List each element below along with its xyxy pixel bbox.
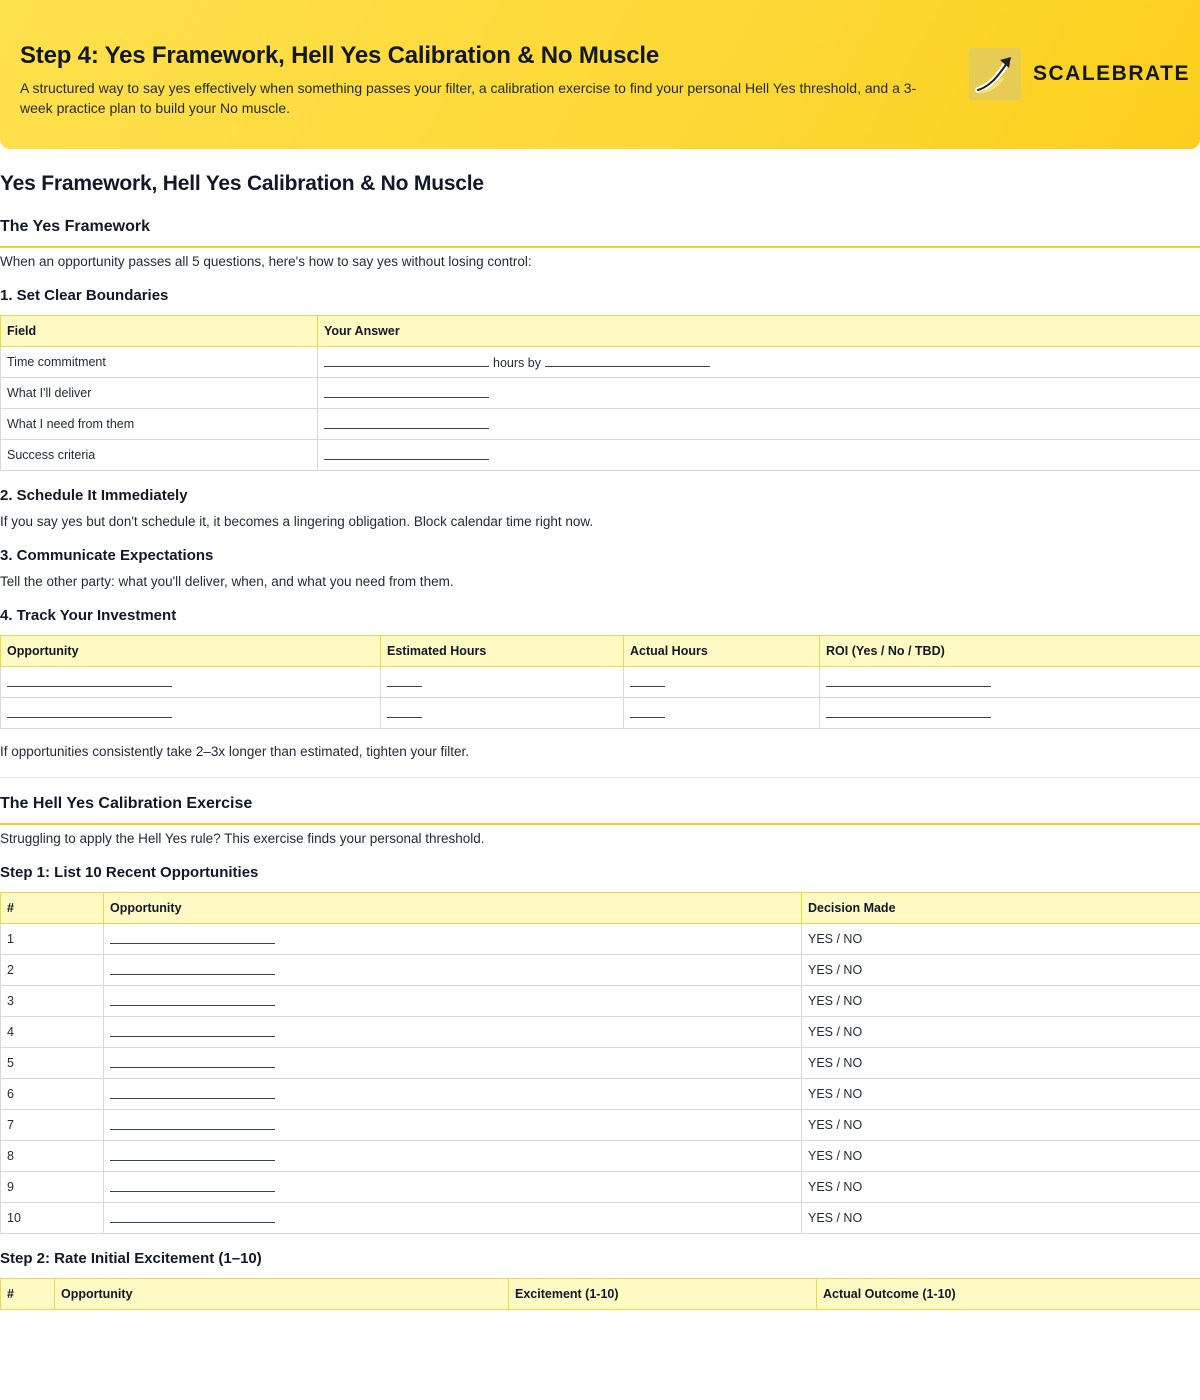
decision-cell[interactable]: YES / NO	[802, 1172, 1200, 1203]
field-label: What I'll deliver	[1, 378, 318, 409]
column-header: Actual Hours	[624, 636, 820, 667]
decision-cell[interactable]: YES / NO	[802, 1110, 1200, 1141]
subheading-step2: Step 2: Rate Initial Excitement (1–10)	[0, 1250, 262, 1267]
blank-line[interactable]	[324, 386, 489, 398]
answer-cell[interactable]	[318, 409, 1200, 440]
communicate-text: Tell the other party: what you'll deliver, when, and what you need from them.	[0, 574, 454, 589]
column-header: Field	[1, 316, 318, 347]
roi-cell[interactable]	[820, 698, 1200, 729]
page-title: Yes Framework, Hell Yes Calibration & No Muscle	[0, 172, 484, 195]
column-header: ROI (Yes / No / TBD)	[820, 636, 1200, 667]
column-header: Estimated Hours	[381, 636, 624, 667]
decision-cell[interactable]: YES / NO	[802, 924, 1200, 955]
decision-cell[interactable]: YES / NO	[802, 1079, 1200, 1110]
blank-line[interactable]	[7, 706, 172, 718]
table-row	[1, 440, 1200, 471]
blank-line[interactable]	[630, 706, 665, 718]
blank-line[interactable]	[110, 1118, 275, 1130]
table-row	[1, 667, 1200, 698]
blank-line[interactable]	[110, 1211, 275, 1223]
table-row	[1, 1017, 1200, 1048]
section-heading-yes-framework: The Yes Framework	[0, 218, 1200, 248]
blank-line[interactable]	[630, 675, 665, 687]
section-intro: When an opportunity passes all 5 questions, here's how to say yes without losing control:	[0, 254, 532, 269]
table-row	[1, 1203, 1200, 1234]
actual-hours-cell[interactable]	[624, 667, 820, 698]
section-heading-calibration: The Hell Yes Calibration Exercise	[0, 795, 1200, 825]
opportunity-cell[interactable]	[104, 1141, 802, 1172]
excitement-table	[0, 1278, 1200, 1310]
row-number: 5	[1, 1048, 104, 1079]
actual-hours-cell[interactable]	[624, 698, 820, 729]
table-row	[1, 1079, 1200, 1110]
table-header-row	[1, 893, 1200, 924]
field-label: What I need from them	[1, 409, 318, 440]
decision-cell[interactable]: YES / NO	[802, 986, 1200, 1017]
blank-line[interactable]	[110, 1087, 275, 1099]
table-row	[1, 1110, 1200, 1141]
row-number: 9	[1, 1172, 104, 1203]
track-investment-table	[0, 635, 1200, 729]
column-header: Decision Made	[802, 893, 1200, 924]
blank-line[interactable]	[110, 1025, 275, 1037]
opportunities-table	[0, 892, 1200, 1234]
estimated-hours-cell[interactable]	[381, 698, 624, 729]
row-number: 6	[1, 1079, 104, 1110]
decision-cell[interactable]: YES / NO	[802, 1017, 1200, 1048]
blank-line[interactable]	[110, 1149, 275, 1161]
row-number: 8	[1, 1141, 104, 1172]
blank-line[interactable]	[110, 1180, 275, 1192]
decision-cell[interactable]: YES / NO	[802, 1141, 1200, 1172]
table-header-row	[1, 316, 1200, 347]
field-label: Success criteria	[1, 440, 318, 471]
rising-arrow-icon	[969, 48, 1021, 100]
row-number: 3	[1, 986, 104, 1017]
blank-line[interactable]	[7, 675, 172, 687]
blank-line[interactable]	[387, 675, 422, 687]
header-subtitle: A structured way to say yes effectively when something passes your filter, a calibration exercise to find your personal Hell Yes threshold, and a 3-week practice plan to build your No muscle.	[20, 80, 917, 116]
column-header: Actual Outcome (1-10)	[817, 1279, 1200, 1310]
subheading-boundaries: 1. Set Clear Boundaries	[0, 287, 169, 304]
opportunity-cell[interactable]	[104, 1017, 802, 1048]
header-title: Step 4: Yes Framework, Hell Yes Calibration & No Muscle	[20, 42, 660, 69]
section-divider	[0, 777, 1200, 778]
column-header: Excitement (1-10)	[509, 1279, 817, 1310]
opportunity-cell[interactable]	[1, 698, 381, 729]
column-header: #	[1, 1279, 55, 1310]
blank-line[interactable]	[324, 448, 489, 460]
answer-cell[interactable]	[318, 440, 1200, 471]
column-header: Opportunity	[104, 893, 802, 924]
table-header-row	[1, 1279, 1200, 1310]
opportunity-cell[interactable]	[104, 1172, 802, 1203]
table-row	[1, 698, 1200, 729]
row-number: 4	[1, 1017, 104, 1048]
opportunity-cell[interactable]	[104, 1110, 802, 1141]
subheading-communicate: 3. Communicate Expectations	[0, 547, 214, 564]
opportunity-cell[interactable]	[104, 924, 802, 955]
subheading-track: 4. Track Your Investment	[0, 607, 177, 624]
roi-cell[interactable]	[820, 667, 1200, 698]
answer-cell[interactable]	[318, 378, 1200, 409]
opportunity-cell[interactable]	[104, 986, 802, 1017]
table-row	[1, 1141, 1200, 1172]
table-row	[1, 1172, 1200, 1203]
blank-line[interactable]	[545, 355, 710, 367]
row-number: 10	[1, 1203, 104, 1234]
field-label: Time commitment	[1, 347, 318, 378]
subheading-step1: Step 1: List 10 Recent Opportunities	[0, 864, 259, 881]
table-row	[1, 955, 1200, 986]
table-row	[1, 1048, 1200, 1079]
table-row	[1, 409, 1200, 440]
opportunity-cell[interactable]	[104, 1203, 802, 1234]
brand-name: SCALEBRATE	[1033, 62, 1190, 85]
opportunity-cell[interactable]	[104, 955, 802, 986]
column-header: Opportunity	[55, 1279, 509, 1310]
blank-line[interactable]	[387, 706, 422, 718]
blank-line[interactable]	[110, 994, 275, 1006]
boundaries-table	[0, 315, 1200, 471]
schedule-text: If you say yes but don't schedule it, it becomes a lingering obligation. Block calendar time right now.	[0, 514, 594, 529]
table-row	[1, 986, 1200, 1017]
decision-cell[interactable]: YES / NO	[802, 1048, 1200, 1079]
opportunity-cell[interactable]	[1, 667, 381, 698]
row-number: 1	[1, 924, 104, 955]
table-row	[1, 924, 1200, 955]
table-row	[1, 347, 1200, 378]
blank-line[interactable]	[324, 355, 489, 367]
row-number: 7	[1, 1110, 104, 1141]
opportunity-cell[interactable]	[104, 1048, 802, 1079]
blank-line[interactable]	[324, 417, 489, 429]
column-header: Opportunity	[1, 636, 381, 667]
decision-cell[interactable]: YES / NO	[802, 1203, 1200, 1234]
answer-cell[interactable]	[318, 347, 1200, 378]
table-header-row	[1, 636, 1200, 667]
track-note: If opportunities consistently take 2–3x longer than estimated, tighten your filter.	[0, 744, 470, 759]
column-header: #	[1, 893, 104, 924]
subheading-schedule: 2. Schedule It Immediately	[0, 487, 188, 504]
blank-line[interactable]	[110, 963, 275, 975]
row-number: 2	[1, 955, 104, 986]
calibration-intro: Struggling to apply the Hell Yes rule? This exercise finds your personal threshold.	[0, 831, 485, 846]
field-connector: hours by	[493, 355, 541, 370]
blank-line[interactable]	[826, 706, 991, 718]
blank-line[interactable]	[110, 932, 275, 944]
estimated-hours-cell[interactable]	[381, 667, 624, 698]
decision-cell[interactable]: YES / NO	[802, 955, 1200, 986]
opportunity-cell[interactable]	[104, 1079, 802, 1110]
table-row	[1, 378, 1200, 409]
column-header: Your Answer	[318, 316, 1200, 347]
page-header	[0, 0, 1200, 149]
blank-line[interactable]	[826, 675, 991, 687]
blank-line[interactable]	[110, 1056, 275, 1068]
